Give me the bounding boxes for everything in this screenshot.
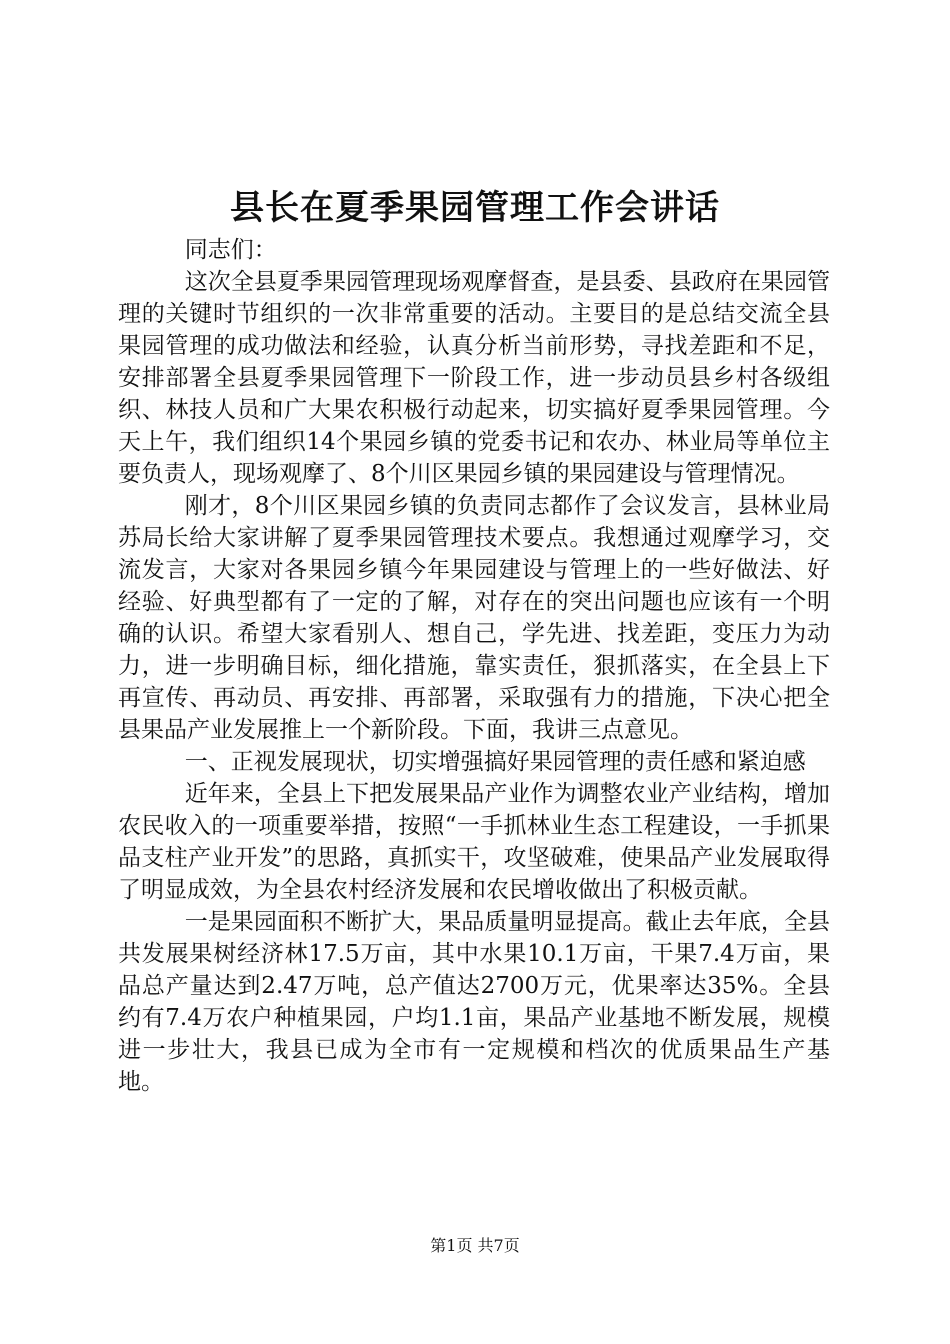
section-heading-1: 一、正视发展现状，切实增强搞好果园管理的责任感和紧迫感 bbox=[184, 749, 806, 775]
salutation: 同志们： bbox=[184, 237, 277, 263]
document-title: 县长在夏季果园管理工作会讲话 bbox=[230, 188, 720, 228]
paragraph-recent-years: 近年来，全县上下把发展果品产业作为调整农业产业结构，增加农民收入的一项重要举措，按照“一手抓林业生态工程建设，一手抓果品支柱产业开发”的思路，真抓实干，攻坚破难，使果品产业发展取得了明显成效，为全县农村经济发展和农民增收做出了积极贡献。 bbox=[118, 781, 830, 903]
paragraph-review: 刚才，8个川区果园乡镇的负责同志都作了会议发言，县林业局苏局长给大家讲解了夏季果园管理技术要点。我想通过观摩学习，交流发言，大家对各果园乡镇今年果园建设与管理上的一些好做法、好经验、好典型都有了一定的了解，对存在的突出问题也应该有一个明确的认识。希望大家看别人、想自己，学先进、找差距，变压力为动力，进一步明确目标，细化措施，靠实责任，狠抓落实，在全县上下再宣传、再动员、再安排、再部署，采取强有力的措施，下决心把全县果品产业发展推上一个新阶段。下面，我讲三点意见。 bbox=[118, 493, 830, 743]
paragraph-point-one: 一是果园面积不断扩大，果品质量明显提高。截止去年底，全县共发展果树经济林17.5万亩，其中水果10.1万亩，干果7.4万亩，果品总产量达到2.47万吨，总产值达2700万元，优果率达35%。全县约有7.4万农户种植果园，户均1.1亩，果品产业基地不断发展，规模进一步壮大，我县已成为全市有一定规模和档次的优质果品生产基地。 bbox=[118, 909, 830, 1095]
page-number-footer: 第1页 共7页 bbox=[430, 1236, 520, 1255]
document-body bbox=[118, 234, 830, 1098]
paragraph-intro: 这次全县夏季果园管理现场观摩督查，是县委、县政府在果园管理的关键时节组织的一次非常重要的活动。主要目的是总结交流全县果园管理的成功做法和经验，认真分析当前形势，寻找差距和不足，安排部署全县夏季果园管理下一阶段工作，进一步动员县乡村各级组织、林技人员和广大果农积极行动起来，切实搞好夏季果园管理。今天上午，我们组织14个果园乡镇的党委书记和农办、林业局等单位主要负责人，现场观摩了、8个川区果园乡镇的果园建设与管理情况。 bbox=[118, 269, 830, 487]
